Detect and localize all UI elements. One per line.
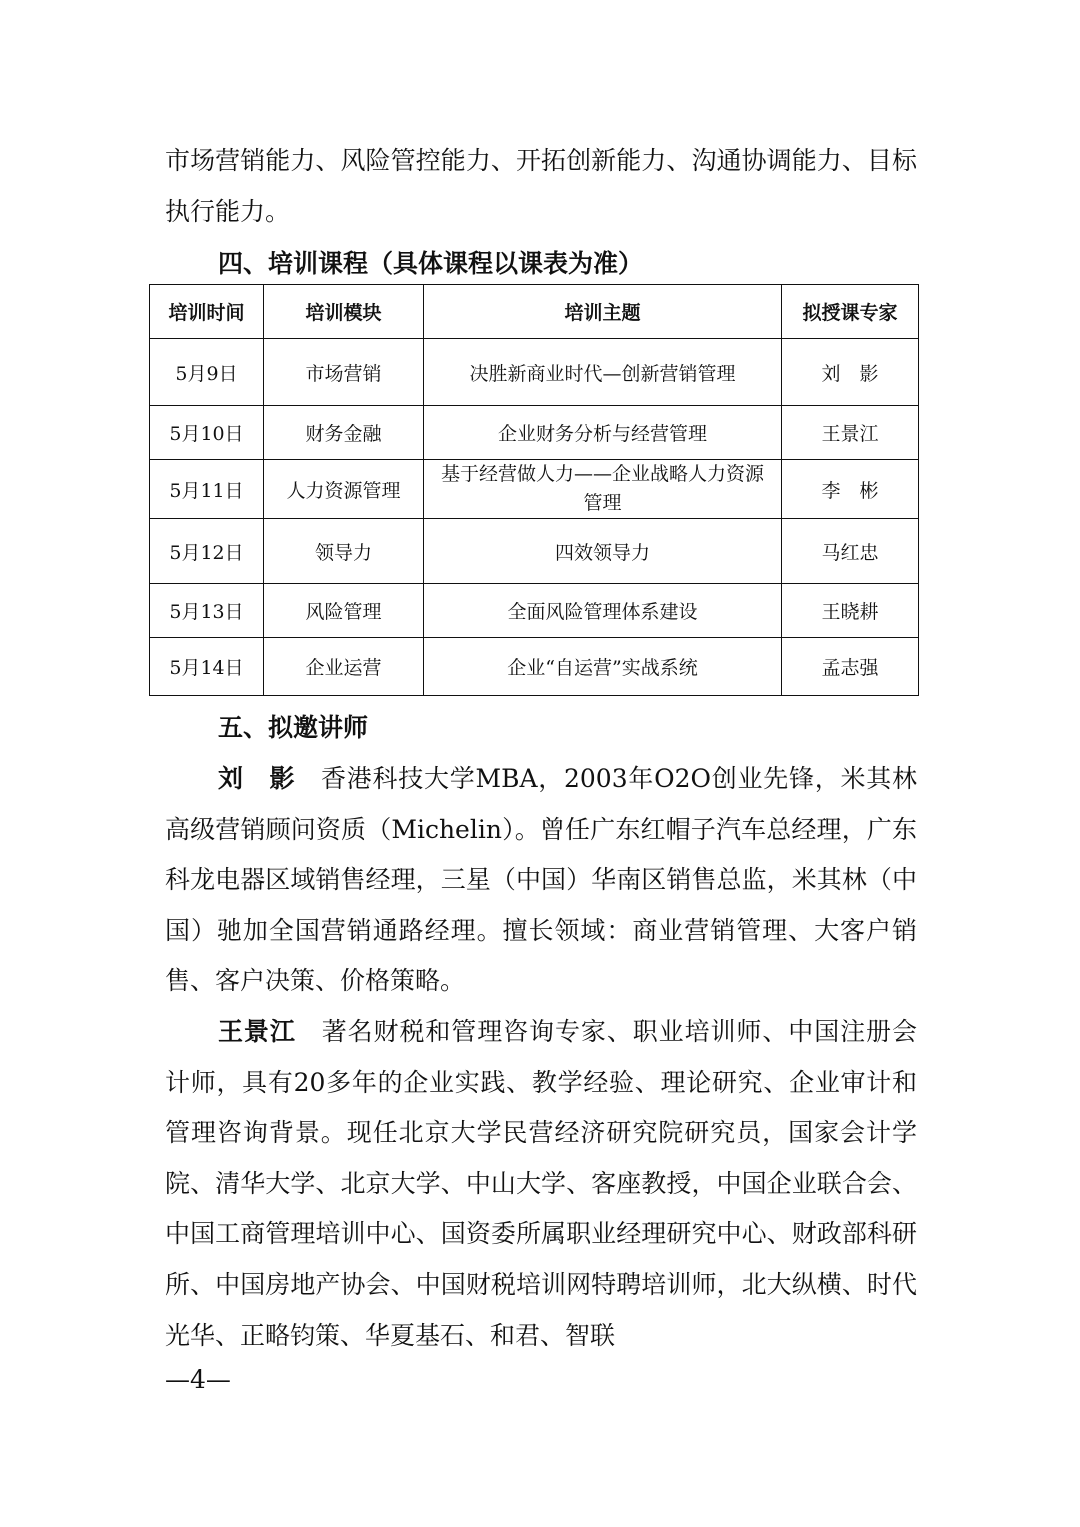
lecturer-1-bio: 香港科技大学MBA，2003年O2O创业先锋，米其林高级营销顾问资质（Michelin）。曾任广东红帽子汽车总经理，广东科龙电器区域销售经理，三星（中国）华南区销售总监，米其林（中国）驰加全国营销通路经理。擅长领域：商业营销管理、大客户销售、客户决策、价格策略。 xyxy=(165,764,917,996)
section-4-heading: 四、培训课程（具体课程以课表为准） xyxy=(218,249,644,278)
cell-module: 领导力 xyxy=(264,519,424,584)
cell-time: 5月12日 xyxy=(150,519,264,584)
cell-expert: 孟志强 xyxy=(782,638,919,696)
cell-topic: 企业“自运营”实战系统 xyxy=(424,638,782,696)
lecturer-1-name: 刘 影 xyxy=(218,764,296,793)
intro-paragraph: 市场营销能力、风险管控能力、开拓创新能力、沟通协调能力、目标执行能力。 xyxy=(165,146,917,226)
cell-module: 财务金融 xyxy=(264,406,424,460)
cell-topic: 基于经营做人力——企业战略人力资源管理 xyxy=(424,460,782,519)
table-row xyxy=(150,460,919,519)
cell-expert: 马红忠 xyxy=(782,519,919,584)
lecturer-2-bio: 著名财税和管理咨询专家、职业培训师、中国注册会计师，具有20多年的企业实践、教学经验、理论研究、企业审计和管理咨询背景。现任北京大学民营经济研究院研究员，国家会计学院、清华大学、北京大学、中山大学、客座教授，中国企业联合会、中国工商管理培训中心、国资委所属职业经理研究中心、财政部科研所、中国房地产协会、中国财税培训网特聘培训师，北大纵横、时代光华、正略钧策、华夏基石、和君、智联 xyxy=(165,1017,917,1350)
page-number: —4— xyxy=(165,1365,231,1394)
cell-topic: 四效领导力 xyxy=(424,519,782,584)
cell-topic: 全面风险管理体系建设 xyxy=(424,584,782,638)
cell-time: 5月9日 xyxy=(150,339,264,406)
table-row xyxy=(150,584,919,638)
cell-time: 5月13日 xyxy=(150,584,264,638)
cell-expert: 王景江 xyxy=(782,406,919,460)
column-header-expert: 拟授课专家 xyxy=(782,285,919,339)
cell-topic: 企业财务分析与经营管理 xyxy=(424,406,782,460)
cell-expert: 刘 影 xyxy=(782,339,919,406)
section-5-heading: 五、拟邀讲师 xyxy=(218,713,369,742)
cell-module: 人力资源管理 xyxy=(264,460,424,519)
cell-time: 5月14日 xyxy=(150,638,264,696)
lecturer-2-name: 王景江 xyxy=(218,1017,296,1046)
cell-time: 5月11日 xyxy=(150,460,264,519)
cell-time: 5月10日 xyxy=(150,406,264,460)
cell-expert: 李 彬 xyxy=(782,460,919,519)
table-row xyxy=(150,638,919,696)
cell-module: 企业运营 xyxy=(264,638,424,696)
lecturer-2-paragraph xyxy=(165,1007,917,1361)
training-schedule-table xyxy=(149,284,919,696)
cell-topic: 决胜新商业时代—创新营销管理 xyxy=(424,339,782,406)
cell-module: 市场营销 xyxy=(264,339,424,406)
table-row xyxy=(150,339,919,406)
table-row xyxy=(150,406,919,460)
column-header-topic: 培训主题 xyxy=(424,285,782,339)
table-header-row xyxy=(150,285,919,339)
column-header-time: 培训时间 xyxy=(150,285,264,339)
table-row xyxy=(150,519,919,584)
lecturer-1-paragraph xyxy=(165,754,917,1007)
column-header-module: 培训模块 xyxy=(264,285,424,339)
cell-expert: 王晓耕 xyxy=(782,584,919,638)
cell-module: 风险管理 xyxy=(264,584,424,638)
